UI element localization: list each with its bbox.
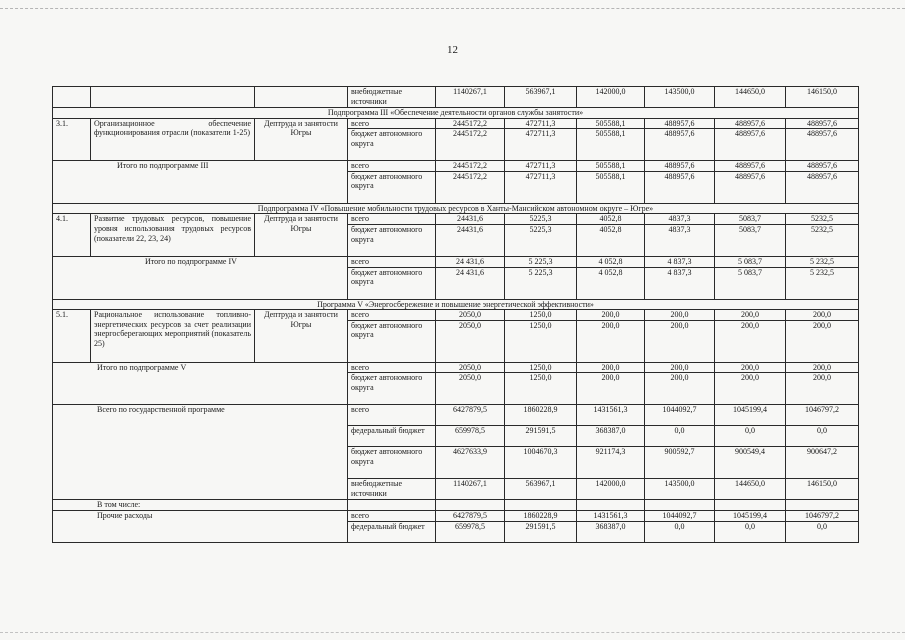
value-cell: 505588,1 [577, 118, 645, 129]
value-cell: 4627633,9 [436, 447, 505, 479]
value-cell: 921174,3 [577, 447, 645, 479]
row-number: 4.1. [53, 214, 91, 257]
value-cell: 0,0 [645, 426, 715, 447]
value-cell: 4052,8 [577, 214, 645, 225]
table-row [53, 214, 859, 225]
value-cell: 488957,6 [645, 161, 715, 172]
including-label [53, 500, 348, 511]
value-cell: 1140267,1 [436, 479, 505, 500]
value-cell: 200,0 [645, 362, 715, 373]
section-title: Подпрограмма IV «Повышение мобильности трудовых ресурсов в Ханты-Мансийском автономном округе – Югре» [53, 203, 859, 214]
value-cell: 200,0 [577, 362, 645, 373]
grand-total-label [53, 405, 348, 500]
value-cell: 488957,6 [715, 171, 786, 203]
value-cell: 291591,5 [505, 426, 577, 447]
executor: Дептруда и занятости Югры [255, 310, 348, 363]
value-cell: 291591,5 [505, 521, 577, 542]
section-row [53, 299, 859, 310]
value-cell: 0,0 [645, 521, 715, 542]
table-row [53, 510, 859, 521]
value-cell: 6427879,5 [436, 510, 505, 521]
value-cell: 1250,0 [505, 310, 577, 321]
executor: Дептруда и занятости Югры [255, 214, 348, 257]
source-label: бюджет автономного округа [348, 267, 436, 299]
value-cell: 1140267,1 [436, 87, 505, 108]
source-label: федеральный бюджет [348, 426, 436, 447]
value-cell: 143500,0 [645, 87, 715, 108]
value-cell: 659978,5 [436, 426, 505, 447]
value-cell: 200,0 [645, 310, 715, 321]
value-cell: 563967,1 [505, 479, 577, 500]
value-cell: 900592,7 [645, 447, 715, 479]
value-cell: 1044092,7 [645, 510, 715, 521]
value-cell: 200,0 [786, 310, 859, 321]
value-cell: 0,0 [786, 521, 859, 542]
source-label: бюджет автономного округа [348, 320, 436, 362]
table-row [53, 87, 859, 108]
value-cell: 6427879,5 [436, 405, 505, 426]
value-cell: 0,0 [786, 426, 859, 447]
value-cell: 5232,5 [786, 224, 859, 256]
value-cell: 472711,3 [505, 129, 577, 161]
value-cell: 2050,0 [436, 362, 505, 373]
value-cell: 200,0 [715, 320, 786, 362]
activity-name: Развитие трудовых ресурсов, повышение уровня использования трудовых ресурсов (показатели 22, 23, 24) [91, 214, 255, 257]
value-cell: 1004670,3 [505, 447, 577, 479]
value-cell: 563967,1 [505, 87, 577, 108]
total-name: Итого по подпрограмме V [97, 362, 187, 372]
source-label: бюджет автономного округа [348, 224, 436, 256]
value-cell: 1045199,4 [715, 405, 786, 426]
source-label: всего [348, 362, 436, 373]
value-cell: 2445172,2 [436, 161, 505, 172]
total-label [53, 362, 348, 405]
table-row [53, 405, 859, 426]
value-cell: 5225,3 [505, 224, 577, 256]
value-cell: 200,0 [645, 320, 715, 362]
value-cell: 200,0 [645, 373, 715, 405]
value-cell: 24 431,6 [436, 267, 505, 299]
value-cell: 1045199,4 [715, 510, 786, 521]
source-label: внебюджетные источники [348, 87, 436, 108]
section-row [53, 203, 859, 214]
value-cell: 4052,8 [577, 224, 645, 256]
value-cell: 4837,3 [645, 214, 715, 225]
value-cell: 1431561,3 [577, 405, 645, 426]
value-cell: 4 837,3 [645, 267, 715, 299]
value-cell: 368387,0 [577, 521, 645, 542]
value-cell: 472711,3 [505, 161, 577, 172]
value-cell: 1046797,2 [786, 405, 859, 426]
source-label: всего [348, 510, 436, 521]
grand-total-name: Всего по государственной программе [97, 405, 225, 415]
section-title: Программа V «Энергосбережение и повышение энергетической эффективности» [53, 299, 859, 310]
value-cell: 4837,3 [645, 224, 715, 256]
value-cell: 5 232,5 [786, 267, 859, 299]
total-label [53, 161, 348, 204]
value-cell: 0,0 [715, 521, 786, 542]
value-cell: 488957,6 [786, 118, 859, 129]
value-cell: 5083,7 [715, 214, 786, 225]
value-cell: 1250,0 [505, 373, 577, 405]
value-cell: 5 225,3 [505, 256, 577, 267]
value-cell: 24 431,6 [436, 256, 505, 267]
value-cell: 488957,6 [786, 171, 859, 203]
page-number: 12 [447, 44, 458, 56]
total-label [53, 256, 348, 299]
value-cell: 5232,5 [786, 214, 859, 225]
value-cell: 24431,6 [436, 224, 505, 256]
source-label: федеральный бюджет [348, 521, 436, 542]
value-cell: 472711,3 [505, 171, 577, 203]
value-cell: 200,0 [715, 373, 786, 405]
value-cell: 4 052,8 [577, 267, 645, 299]
value-cell: 2050,0 [436, 310, 505, 321]
value-cell: 4 052,8 [577, 256, 645, 267]
value-cell: 1860228,9 [505, 405, 577, 426]
table-row [53, 310, 859, 321]
table-row [53, 500, 859, 511]
value-cell: 488957,6 [645, 118, 715, 129]
value-cell: 200,0 [786, 362, 859, 373]
value-cell: 200,0 [786, 373, 859, 405]
source-label: бюджет автономного округа [348, 447, 436, 479]
value-cell: 142000,0 [577, 87, 645, 108]
value-cell: 200,0 [786, 320, 859, 362]
value-cell: 5 083,7 [715, 267, 786, 299]
value-cell: 505588,1 [577, 161, 645, 172]
value-cell: 505588,1 [577, 171, 645, 203]
activity-name: Рациональное использование топливно-энергетических ресурсов за счет реализации энергосберегающих мероприятий (показатель 25) [91, 310, 255, 363]
value-cell: 5 225,3 [505, 267, 577, 299]
other-name: Прочие расходы [97, 510, 153, 520]
scan-edge-bottom [0, 632, 905, 633]
value-cell: 5 232,5 [786, 256, 859, 267]
value-cell: 146150,0 [786, 479, 859, 500]
value-cell: 200,0 [577, 310, 645, 321]
value-cell: 659978,5 [436, 521, 505, 542]
value-cell: 4 837,3 [645, 256, 715, 267]
row-number: 3.1. [53, 118, 91, 161]
value-cell: 146150,0 [786, 87, 859, 108]
value-cell: 368387,0 [577, 426, 645, 447]
value-cell: 5 083,7 [715, 256, 786, 267]
value-cell: 2445172,2 [436, 129, 505, 161]
executor: Дептруда и занятости Югры [255, 118, 348, 161]
value-cell: 2050,0 [436, 320, 505, 362]
total-name: Итого по подпрограмме III [117, 161, 209, 171]
value-cell: 488957,6 [645, 129, 715, 161]
value-cell: 200,0 [715, 362, 786, 373]
source-label: всего [348, 405, 436, 426]
source-label: всего [348, 256, 436, 267]
row-number: 5.1. [53, 310, 91, 363]
value-cell: 200,0 [577, 373, 645, 405]
table-row [53, 161, 859, 172]
value-cell: 1860228,9 [505, 510, 577, 521]
including-name: В том числе: [97, 500, 141, 510]
value-cell: 24431,6 [436, 214, 505, 225]
value-cell: 900647,2 [786, 447, 859, 479]
value-cell: 144650,0 [715, 87, 786, 108]
budget-table [52, 86, 859, 543]
source-label: внебюджетные источники [348, 479, 436, 500]
value-cell: 472711,3 [505, 118, 577, 129]
value-cell: 1431561,3 [577, 510, 645, 521]
value-cell: 488957,6 [786, 161, 859, 172]
value-cell: 1044092,7 [645, 405, 715, 426]
value-cell: 1250,0 [505, 320, 577, 362]
source-label: всего [348, 310, 436, 321]
value-cell: 1046797,2 [786, 510, 859, 521]
value-cell: 488957,6 [715, 161, 786, 172]
total-name: Итого по подпрограмме IV [145, 256, 237, 266]
source-label: всего [348, 118, 436, 129]
value-cell: 900549,4 [715, 447, 786, 479]
value-cell: 2445172,2 [436, 171, 505, 203]
activity-name: Организационное обеспечение функционирования отрасли (показатели 1-25) [91, 118, 255, 161]
value-cell: 488957,6 [715, 118, 786, 129]
value-cell: 488957,6 [786, 129, 859, 161]
source-label: всего [348, 214, 436, 225]
value-cell: 505588,1 [577, 129, 645, 161]
value-cell: 2445172,2 [436, 118, 505, 129]
source-label: всего [348, 161, 436, 172]
source-label: бюджет автономного округа [348, 171, 436, 203]
section-title: Подпрограмма III «Обеспечение деятельности органов службы занятости» [53, 108, 859, 119]
source-label: бюджет автономного округа [348, 373, 436, 405]
value-cell: 143500,0 [645, 479, 715, 500]
value-cell: 144650,0 [715, 479, 786, 500]
value-cell: 1250,0 [505, 362, 577, 373]
table-row [53, 362, 859, 373]
value-cell: 488957,6 [715, 129, 786, 161]
section-row [53, 108, 859, 119]
other-label [53, 510, 348, 542]
value-cell: 5083,7 [715, 224, 786, 256]
table-row [53, 256, 859, 267]
table-row [53, 118, 859, 129]
value-cell: 2050,0 [436, 373, 505, 405]
value-cell: 142000,0 [577, 479, 645, 500]
value-cell: 0,0 [715, 426, 786, 447]
value-cell: 200,0 [715, 310, 786, 321]
scan-edge-top [0, 8, 905, 9]
source-label: бюджет автономного округа [348, 129, 436, 161]
value-cell: 5225,3 [505, 214, 577, 225]
value-cell: 200,0 [577, 320, 645, 362]
value-cell: 488957,6 [645, 171, 715, 203]
